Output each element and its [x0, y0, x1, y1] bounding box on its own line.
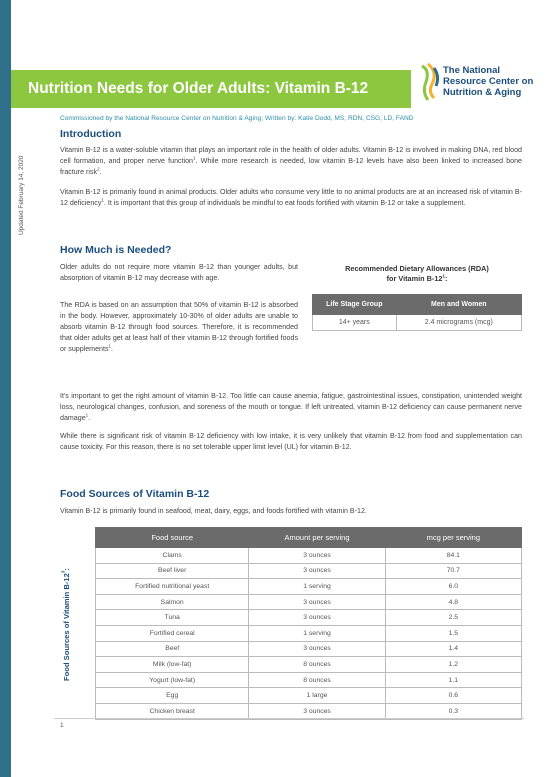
food-col-mcg: mcg per serving — [385, 528, 521, 548]
food-cell-mcg: 1.2 — [385, 657, 521, 673]
table-row — [96, 610, 522, 626]
food-cell-source: Beef liver — [96, 563, 249, 579]
food-cell-amount: 3 ounces — [249, 563, 385, 579]
food-cell-mcg: 70.7 — [385, 563, 521, 579]
food-cell-amount: 1 large — [249, 688, 385, 704]
food-cell-source: Egg — [96, 688, 249, 704]
logo-line-3: Nutrition & Aging — [443, 87, 522, 98]
needed-paragraph-3: It's important to get the right amount of vitamin B-12. Too little can cause anemia, fatigue, gastrointestinal issues, constipation, unintended weight loss, neurological changes, confusion, and soreness of the mouth or tongue. If left untreated, vitamin B-12 deficiency can cause permanent nerve damage$^1$. — [60, 392, 522, 422]
food-cell-mcg: 84.1 — [385, 548, 521, 564]
food-sources-table — [95, 527, 522, 720]
food-cell-amount: 3 ounces — [249, 703, 385, 719]
food-cell-amount: 1 serving — [249, 579, 385, 595]
food-cell-source: Salmon — [96, 594, 249, 610]
logo-line-2: Resource Center on — [443, 76, 534, 87]
needed-paragraph-2: The RDA is based on an assumption that 50% of vitamin B-12 is absorbed in the body. However, approximately 10-30% of older adults are unable to absorb vitamin B-12 through food sources. Therefore, it is recommended that older adults get at least half of their vitamin B-12 through fortified foods or supplements$^1$. — [60, 301, 298, 353]
table-row — [96, 548, 522, 564]
table-row — [96, 579, 522, 595]
food-cell-amount: 8 ounces — [249, 657, 385, 673]
food-cell-source: Fortified cereal — [96, 625, 249, 641]
page-number: 1 — [60, 722, 64, 729]
food-cell-source: Fortified nutritional yeast — [96, 579, 249, 595]
needed-heading: How Much is Needed? — [60, 244, 172, 256]
food-cell-mcg: 6.0 — [385, 579, 521, 595]
needed-paragraph-4: While there is significant risk of vitamin B-12 deficiency with low intake, it is very unlikely that vitamin B-12 from food and supplementation can cause toxicity. For this reason, there is no set tolerable upper limit level (UL) for vitamin B-12. — [60, 432, 522, 451]
food-intro: Vitamin B-12 is primarily found in seafood, meat, dairy, eggs, and foods fortified with vitamin B-12. — [60, 507, 367, 515]
accent-stripe — [0, 0, 11, 777]
food-cell-mcg: 4.8 — [385, 594, 521, 610]
food-col-amount: Amount per serving — [249, 528, 385, 548]
needed-paragraph-1: Older adults do not require more vitamin B-12 than younger adults, but absorption of vitamin B-12 may decrease with age. — [60, 263, 298, 282]
food-cell-source: Clams — [96, 548, 249, 564]
table-row — [96, 657, 522, 673]
intro-paragraph-1: Vitamin B-12 is a water-soluble vitamin that plays an important role in the health of older adults. Vitamin B-12 is involved in making DNA, red blood cell formation, and proper nerve function$^1$. While more research is needed, low vitamin B-12 levels have also been linked to increased bone fracture risk$^2$. — [60, 146, 522, 176]
food-cell-source: Chicken breast — [96, 703, 249, 719]
rda-cell-value: 2.4 micrograms (mcg) — [396, 315, 521, 331]
food-col-source: Food source — [96, 528, 249, 548]
table-row — [313, 315, 522, 331]
food-cell-mcg: 1.4 — [385, 641, 521, 657]
table-row — [96, 703, 522, 719]
food-cell-source: Beef — [96, 641, 249, 657]
left-margin-bar — [0, 0, 37, 777]
food-heading: Food Sources of Vitamin B-12 — [60, 488, 210, 500]
food-cell-amount: 3 ounces — [249, 641, 385, 657]
rda-cell-stage: 14+ years — [313, 315, 397, 331]
commission-credit: Commissioned by the National Resource Center on Nutrition & Aging; Written by: Katie Dodd, MS, RDN, CSG, LD, FAND — [60, 115, 414, 122]
food-cell-amount: 1 serving — [249, 625, 385, 641]
updated-date: Updated February 14, 2020 — [18, 155, 25, 235]
logo-mark-icon — [420, 62, 440, 102]
table-row — [96, 641, 522, 657]
rda-table-title: Recommended Dietary Allowances (RDA) for Vitamin $B-12^1$: — [345, 264, 489, 283]
rda-table — [312, 294, 522, 331]
food-cell-amount: 3 ounces — [249, 610, 385, 626]
food-cell-source: Milk (low-fat) — [96, 657, 249, 673]
table-row — [96, 625, 522, 641]
food-cell-mcg: 1.1 — [385, 672, 521, 688]
table-row — [96, 594, 522, 610]
table-row — [96, 688, 522, 704]
intro-heading: Introduction — [60, 128, 122, 140]
food-cell-source: Yogurt (low-fat) — [96, 672, 249, 688]
food-cell-mcg: 0.6 — [385, 688, 521, 704]
logo-line-1: The National — [443, 65, 501, 76]
rda-col-men-women: Men and Women — [396, 295, 521, 315]
footer-divider — [54, 718, 524, 719]
food-cell-source: Tuna — [96, 610, 249, 626]
food-cell-mcg: 2.5 — [385, 610, 521, 626]
food-cell-mcg: 0.3 — [385, 703, 521, 719]
food-vertical-label: Food Sources of Vitamin $B-12^3$: — [60, 568, 71, 682]
table-row — [96, 672, 522, 688]
food-cell-amount: 3 ounces — [249, 548, 385, 564]
food-cell-mcg: 1.5 — [385, 625, 521, 641]
food-cell-amount: 3 ounces — [249, 594, 385, 610]
nrcna-logo — [420, 60, 545, 110]
page-title: Nutrition Needs for Older Adults: Vitamin B-12 — [28, 80, 369, 97]
food-cell-amount: 8 ounces — [249, 672, 385, 688]
table-row — [96, 563, 522, 579]
rda-col-life-stage: Life Stage Group — [313, 295, 397, 315]
logo-text — [443, 65, 533, 98]
intro-paragraph-2: Vitamin B-12 is primarily found in animal products. Older adults who consume very little to no animal products are at an increased risk of vitamin B-12 deficiency$^1$. It is important that this group of individuals be mindful to eat foods fortified with vitamin B-12 or take a supplement. — [60, 188, 522, 207]
